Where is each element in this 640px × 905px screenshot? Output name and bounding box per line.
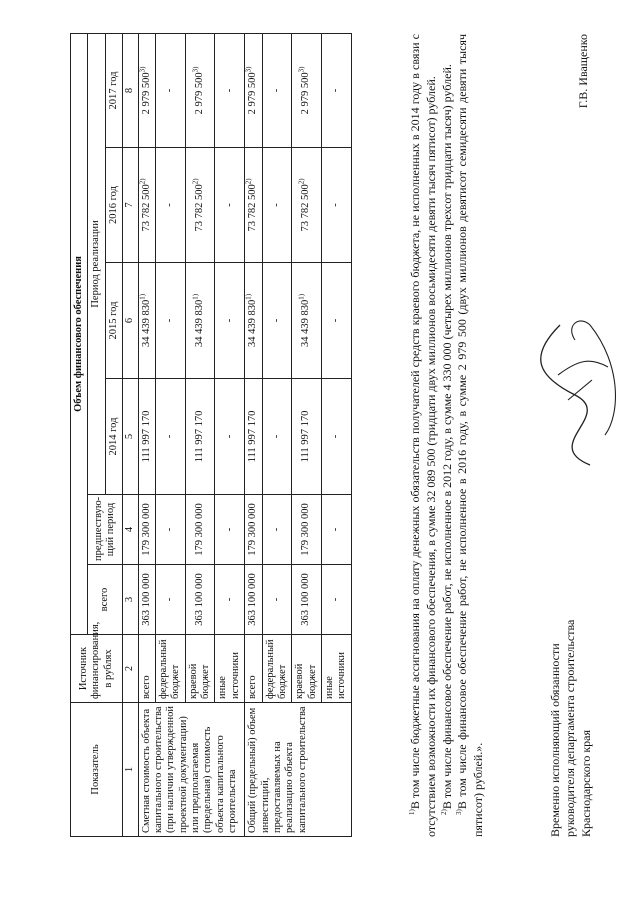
y2014-cell: - bbox=[155, 379, 185, 495]
y2014-cell: 111 997 170 bbox=[245, 379, 262, 495]
signer-position bbox=[548, 507, 594, 837]
column-number: 8 bbox=[123, 33, 138, 147]
source-cell: федеральный бюджет bbox=[155, 635, 185, 703]
y2014-cell: 111 997 170 bbox=[292, 379, 322, 495]
y2017-cell bbox=[292, 33, 322, 147]
y2017-cell: - bbox=[155, 33, 185, 147]
footnote-ref: 2) bbox=[244, 178, 253, 185]
footnote-mark: 2) bbox=[439, 809, 448, 815]
table-row bbox=[138, 33, 155, 836]
y2017-cell bbox=[185, 33, 215, 147]
source-cell: краевой бюджет bbox=[292, 635, 322, 703]
column-number: 1 bbox=[123, 703, 138, 837]
period-header: Период реализации bbox=[88, 33, 105, 494]
y2014-cell: 111 997 170 bbox=[138, 379, 155, 495]
footnote-text: В том числе бюджетные ассигнования на оплату денежных обязательств получателей средств краевого бюджета, не исполненных в 2014 году в связи с отсутствием возможности их финансового обеспечения, в сумме 32 089 500 (тридцати двух миллионов восьмидесяти девяти тысяч пятисот) рублей. bbox=[408, 34, 438, 837]
y2015-cell bbox=[245, 263, 262, 379]
source-cell: всего bbox=[138, 635, 155, 703]
y2016-cell bbox=[245, 148, 262, 263]
total-cell: 363 100 000 bbox=[292, 565, 322, 635]
y2017-cell: - bbox=[262, 33, 292, 147]
financing-table bbox=[70, 33, 352, 837]
y2017-cell bbox=[138, 33, 155, 147]
signer-position-line: руководителя департамента строительства bbox=[563, 619, 578, 837]
handwritten-signature bbox=[520, 305, 630, 475]
footnotes bbox=[408, 34, 487, 837]
column-number: 6 bbox=[123, 263, 138, 379]
source-header: Источник финансирования, в рублях bbox=[71, 635, 123, 703]
footnote-ref: 1) bbox=[244, 293, 253, 300]
y2015-cell: - bbox=[262, 263, 292, 379]
total-cell: - bbox=[322, 565, 352, 635]
y2017-cell: - bbox=[322, 33, 352, 147]
total-cell: 363 100 000 bbox=[185, 565, 215, 635]
year-header: 2015 год bbox=[105, 263, 122, 379]
footnote-ref: 3) bbox=[191, 66, 200, 73]
y2015-cell: - bbox=[215, 263, 245, 379]
footnote bbox=[440, 34, 456, 837]
indicator-header: Показатель bbox=[71, 703, 123, 837]
y2016-cell bbox=[138, 148, 155, 263]
footnote bbox=[455, 34, 487, 837]
y2014-cell: - bbox=[262, 379, 292, 495]
total-cell: 363 100 000 bbox=[245, 565, 262, 635]
previous-cell: - bbox=[215, 495, 245, 565]
y2016-cell: - bbox=[155, 148, 185, 263]
y2016-value: 73 782 500 bbox=[193, 184, 205, 232]
total-header: всего bbox=[88, 565, 123, 635]
previous-cell: 179 300 000 bbox=[245, 495, 262, 565]
y2015-cell: - bbox=[155, 263, 185, 379]
footnote-ref: 3) bbox=[244, 66, 253, 73]
previous-cell: - bbox=[262, 495, 292, 565]
total-cell: - bbox=[262, 565, 292, 635]
indicator-cell: Сметная стоимость объекта капитального строительства (при наличии утвержденной проектной документации) или предполагаемая (предельная) стоимость объекта капитального строительства bbox=[138, 703, 245, 837]
column-number: 3 bbox=[123, 565, 138, 635]
y2017-value: 2 979 500 bbox=[193, 72, 205, 115]
previous-cell: 179 300 000 bbox=[138, 495, 155, 565]
y2017-cell bbox=[245, 33, 262, 147]
y2016-value: 73 782 500 bbox=[247, 184, 259, 232]
signer-position-line: Краснодарского края bbox=[578, 729, 593, 837]
y2015-value: 34 439 830 bbox=[140, 299, 152, 348]
source-cell: всего bbox=[245, 635, 262, 703]
y2015-cell bbox=[138, 263, 155, 379]
y2016-value: 73 782 500 bbox=[300, 184, 312, 232]
column-number: 4 bbox=[123, 495, 138, 565]
y2014-cell: 111 997 170 bbox=[185, 379, 215, 495]
footnote-ref: 1) bbox=[191, 293, 200, 300]
previous-period-header: предшествую-щий период bbox=[88, 495, 123, 565]
y2015-value: 34 439 830 bbox=[193, 299, 205, 348]
year-header: 2014 год bbox=[105, 379, 122, 495]
column-number: 2 bbox=[123, 635, 138, 703]
y2015-cell bbox=[185, 263, 215, 379]
total-cell: 363 100 000 bbox=[138, 565, 155, 635]
volume-header: Объем финансового обеспечения bbox=[71, 33, 88, 634]
previous-cell: - bbox=[155, 495, 185, 565]
year-header: 2017 год bbox=[105, 33, 122, 147]
y2017-value: 2 979 500 bbox=[140, 72, 152, 115]
footnote-text: В том числе финансовое обеспечение работ, не исполненное в 2016 году, в сумме 2 979 500 (двух миллионов девятисот семидесяти девяти тысяч пятисот) рублей.». bbox=[455, 34, 486, 837]
footnote-text: В том числе финансовое обеспечение работ, не исполненное в 2012 году, в сумме 4 330 000 (четырех миллионов трехсот тридцати тысяч) рублей. bbox=[439, 64, 454, 810]
footnote-ref: 3) bbox=[138, 66, 146, 73]
source-cell: краевой бюджет bbox=[185, 635, 215, 703]
source-cell: федеральный бюджет bbox=[262, 635, 292, 703]
source-cell: иные источники bbox=[322, 635, 352, 703]
footnote-ref: 1) bbox=[297, 293, 306, 300]
y2016-cell: - bbox=[215, 148, 245, 263]
total-cell: - bbox=[155, 565, 185, 635]
column-number: 7 bbox=[123, 148, 138, 263]
signer-position-line: Временно исполняющий обязанности bbox=[548, 643, 562, 837]
y2016-cell bbox=[185, 148, 215, 263]
y2017-value: 2 979 500 bbox=[247, 72, 259, 115]
source-cell: иные источники bbox=[215, 635, 245, 703]
table-row bbox=[245, 33, 262, 836]
y2016-cell bbox=[292, 148, 322, 263]
indicator-cell: Общий (предельный) объем инвестиций, предоставляемых на реализацию объекта капитального строительства bbox=[245, 703, 352, 837]
y2017-value: 2 979 500 bbox=[300, 72, 312, 115]
y2016-cell: - bbox=[322, 148, 352, 263]
previous-cell: 179 300 000 bbox=[292, 495, 322, 565]
previous-cell: 179 300 000 bbox=[185, 495, 215, 565]
footnote-ref: 2) bbox=[138, 178, 146, 185]
y2014-cell: - bbox=[322, 379, 352, 495]
total-cell: - bbox=[215, 565, 245, 635]
footnote-mark: 3) bbox=[455, 809, 464, 815]
y2015-value: 34 439 830 bbox=[247, 299, 259, 348]
y2016-value: 73 782 500 bbox=[140, 184, 152, 232]
signer-name: Г.В. Иващенко bbox=[576, 34, 590, 109]
previous-cell: - bbox=[322, 495, 352, 565]
y2015-cell: - bbox=[322, 263, 352, 379]
y2014-cell: - bbox=[215, 379, 245, 495]
y2017-cell: - bbox=[215, 33, 245, 147]
column-number: 5 bbox=[123, 379, 138, 495]
footnote-ref: 1) bbox=[138, 293, 146, 300]
y2016-cell: - bbox=[262, 148, 292, 263]
footnote bbox=[408, 34, 440, 837]
y2015-cell bbox=[292, 263, 322, 379]
footnote-ref: 2) bbox=[297, 178, 306, 185]
footnote-ref: 2) bbox=[191, 178, 200, 185]
y2015-value: 34 439 830 bbox=[300, 299, 312, 348]
footnote-ref: 3) bbox=[297, 66, 306, 73]
year-header: 2016 год bbox=[105, 148, 122, 263]
footnote-mark: 1) bbox=[408, 809, 416, 815]
